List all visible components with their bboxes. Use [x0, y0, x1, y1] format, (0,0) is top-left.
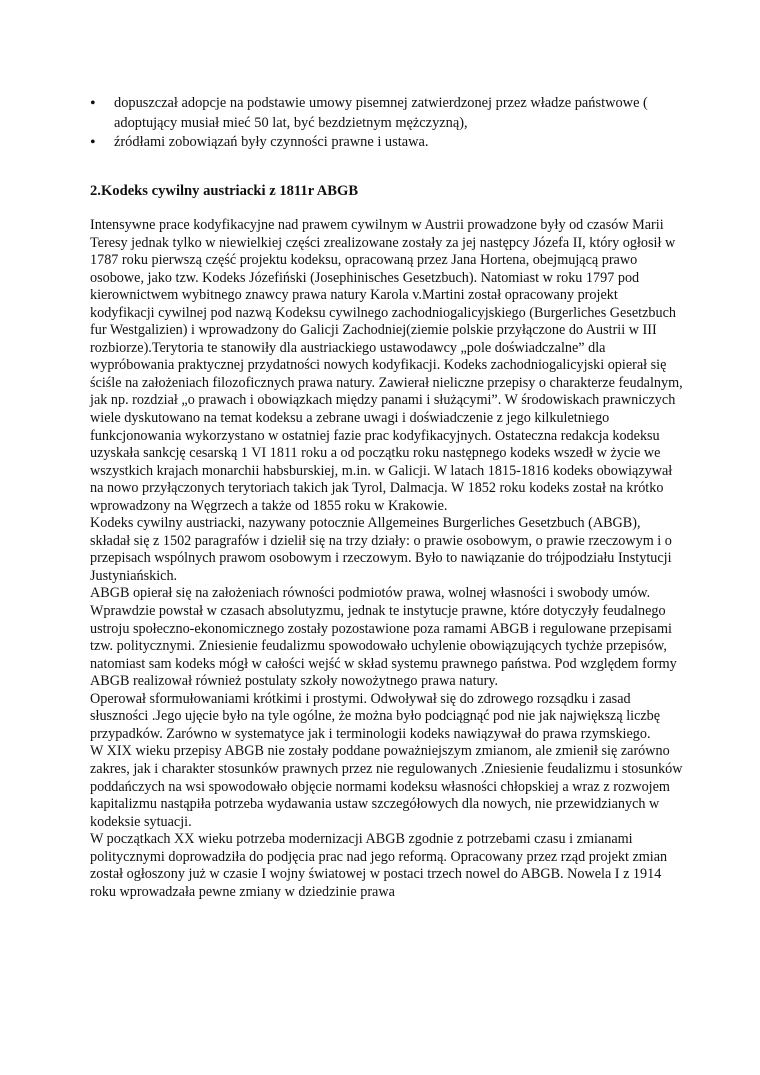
bullet-list [90, 94, 670, 153]
bullet-item: • dopuszczał adopcje na podstawie umowy pisemnej zatwierdzonej przez władze państwowe ( adoptujący musiał mieć 50 lat, być bezdzietnym mężczyzną), [90, 94, 670, 133]
paragraph: ABGB opierał się na założeniach równości podmiotów prawa, wolnej własności i swobody umów. Wprawdzie powstał w czasach absolutyzmu, jednak te instytucje prawne, które dotyczyły feudalnego ustroju społeczno-ekonomicznego zostały pozostawione poza ramami ABGB i regulowane przepisami tzw. politycznymi. Zniesienie feudalizmu spowodowało uchylenie obowiązujących tychże przepisów, natomiast sam kodeks mógł w całości wejść w skład systemu prawnego państwa. Pod względem formy ABGB realizował również postulaty szkoły nowożytnego prawa natury. [90, 585, 677, 690]
paragraph: W początkach XX wieku potrzeba modernizacji ABGB zgodnie z potrzebami czasu i zmianami politycznymi doprowadziła do podjęcia prac nad jego reformą. Opracowany przez rząd projekt zmian został ogłoszony już w czasie I wojny światowej w postaci trzech nowel do ABGB. Nowela I z 1914 roku wprowadzała pewne zmiany w dziedzinie prawa [90, 831, 668, 900]
bullet-item: • źródłami zobowiązań były czynności prawne i ustawa. [90, 133, 670, 153]
section-body [90, 217, 684, 901]
paragraph: W XIX wieku przepisy ABGB nie zostały poddane poważniejszym zmianom, ale zmienił się zarówno zakres, jak i charakter stosunków prawnych przez nie regulowanych .Zniesienie feudalizmu i stosunków poddańczych na wsi spowodowało objęcie normami kodeksu własności chłopskiej a wraz z rozwojem kapitalizmu nastąpiła potrzeba wydawania ustaw szczegółowych dla nowych, nie przewidzianych w kodeksie sytuacji. [90, 743, 683, 830]
section-heading: 2.Kodeks cywilny austriacki z 1811r ABGB [90, 183, 359, 199]
paragraph: Operował sformułowaniami krótkimi i prostymi. Odwoływał się do zdrowego rozsądku i zasad słuszności .Jego ujęcie było na tyle ogólne, że można było podciągnąć pod nie jak największą liczbę przypadków. Zarówno w systematyce jak i terminologii kodeks nawiązywał do prawa rzymskiego. [90, 690, 661, 742]
paragraph: Kodeks cywilny austriacki, nazywany potocznie Allgemeines Burgerliches Gesetzbuch (ABGB), składał się z 1502 paragrafów i dzielił się na trzy działy: o prawie osobowym, o prawie rzeczowym i o przepisach wspólnych prawom osobowym i rzeczowym. Było to nawiązanie do trójpodziału Instytucji Justyniańskich. [90, 515, 672, 584]
paragraph: Intensywne prace kodyfikacyjne nad prawem cywilnym w Austrii prowadzone były od czasów Marii Teresy jednak tylko w niewielkiej części zrealizowane zostały za jej następcy Józefa II, który ogłosił w 1787 roku pierwszą część projektu kodeksu, opracowaną przez Jana Hortena, obejmującą prawo osobowe, jako tzw. Kodeks Józefiński (Josephinisches Gesetzbuch). Natomiast w roku 1797 pod kierownictwem wybitnego znawcy prawa natury Karola v.Martini został opracowany projekt kodyfikacji cywilnej pod nazwą Kodeksu cywilnego zachodniogalicyjskiego (Burgerliches Gesetzbuch fur Westgalizien) i wprowadzony do Galicji Zachodniej(ziemie polskie przyłączone do Austrii w III rozbiorze).Terytoria te stanowiły dla austriackiego ustawodawcy „pole doświadczalne” dla wypróbowania praktycznej przydatności nowych kodyfikacji. Kodeks zachodniogalicyjski opierał się ściśle na założeniach filozoficznych prawa natury. Zawierał nieliczne przepisy o charakterze feudalnym, jak np. rozdział „o prawach i obowiązkach między panami i służącymi”. W środowiskach prawniczych wiele dyskutowano na temat kodeksu a zebrane uwagi i doświadczenie z jego kilkuletniego funkcjonowania wykorzystano w ostatniej fazie prac kodyfikacyjnych. Ostateczna redakcja kodeksu uzyskała sankcję cesarską 1 VI 1811 roku a od początku roku następnego kodeks wszedł w życie we wszystkich krajach monarchii habsburskiej, m.in. w Galicji. W latach 1815-1816 kodeks obowiązywał na nowo przyłączonych terytoriach takich jak Tyrol, Dalmacja. W 1852 roku kodeks został na krótko wprowadzony na Węgrzech a także od 1855 roku w Krakowie. [90, 217, 683, 514]
